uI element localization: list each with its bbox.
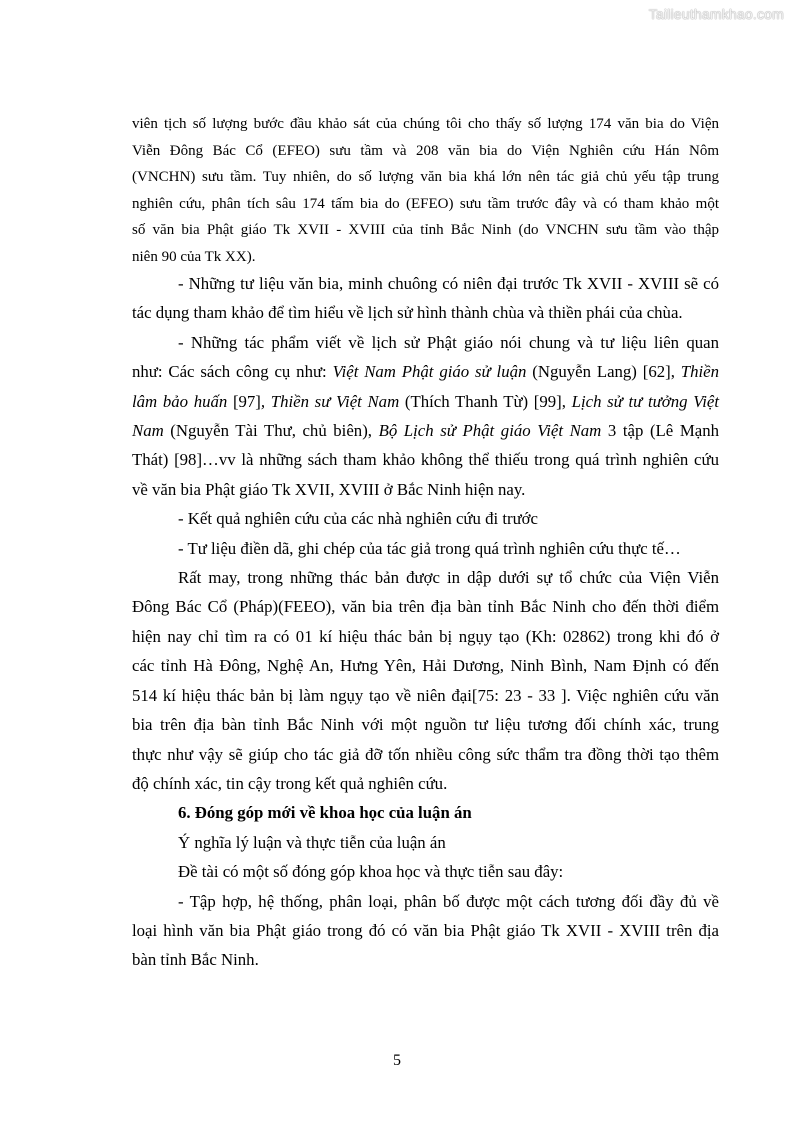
text-line: lâm bảo huấn [97], Thiền sư Việt Nam (Thích Thanh Từ) [99], Lịch sử tư tưởng Việt xyxy=(132,391,719,411)
book-title: , Thiền sư Việt Nam xyxy=(260,391,400,411)
text-line: bia trên địa bàn tỉnh Bắc Ninh với một nguồn tư liệu tương đối chính xác, trung xyxy=(132,715,719,735)
paragraph-inscription-count xyxy=(132,111,719,271)
text-line: thực như vậy sẽ giúp cho tác giả đỡ tốn nhiều công sức thẩm tra đồng thời tạo thêm xyxy=(132,744,719,764)
subheading: Ý nghĩa lý luận và thực tiễn của luận án xyxy=(178,832,446,852)
text-line: - Những tư liệu văn bia, minh chuông có niên đại trước Tk XVII - XVIII sẽ có xyxy=(178,274,719,293)
text-line: loại hình văn bia Phật giáo trong đó có văn bia Phật giáo Tk XVII - XVIII trên địa xyxy=(132,920,719,940)
text-line: (VNCHN) sưu tầm. Tuy nhiên, do số lượng văn bia khá lớn nên tác giả chủ yếu tập trung xyxy=(132,169,719,186)
list-item: - Kết quả nghiên cứu của các nhà nghiên cứu đi trước xyxy=(178,509,538,529)
book-title: Việt Nam Phật giáo sử luận xyxy=(332,362,527,382)
text-line: Viễn Đông Bác Cổ (EFEO) sưu tầm và 208 văn bia do Viện Nghiên cứu Hán Nôm xyxy=(132,142,719,159)
text-line: tác dụng tham khảo để tìm hiểu về lịch sử hình thành chùa và thiền phái của chùa. xyxy=(132,303,683,323)
text-line: niên 90 của Tk XX). xyxy=(132,248,256,265)
book-title: Thiền xyxy=(680,362,719,382)
text-line: bàn tỉnh Bắc Ninh. xyxy=(132,950,259,970)
book-title: Lịch sử tư tưởng Việt xyxy=(571,391,719,411)
text-line: - Những tác phẩm viết về lịch sử Phật giáo nói chung và tư liệu liên quan xyxy=(178,332,719,352)
section-heading: 6. Đóng góp mới về khoa học của luận án xyxy=(178,803,472,823)
book-title: lâm bảo huấn xyxy=(132,391,228,411)
text-line: viên tịch số lượng bước đầu khảo sát của chúng tôi cho thấy số lượng 174 văn bia do Viện xyxy=(132,116,719,132)
text-line: Nam (Nguyễn Tài Thư, chủ biên), Bộ Lịch sử Phật giáo Việt Nam 3 tập (Lê Mạnh xyxy=(132,421,719,441)
text-line: 514 kí hiệu thác bản bị làm ngụy tạo về niên đại[75: 23 - 33 ]. Việc nghiên cứu văn xyxy=(132,685,719,705)
watermark-text: Tailieuthamkhao.com xyxy=(648,6,784,22)
page-number: 5 xyxy=(393,1052,401,1069)
text-line: về văn bia Phật giáo Tk XVII, XVIII ở Bắc Ninh hiện nay. xyxy=(132,479,526,499)
text-line: hiện nay chỉ tìm ra có 01 kí hiệu thác bản bị ngụy tạo (Kh: 02862) trong khi đó ở xyxy=(132,626,719,646)
text-line: - Tập hợp, hệ thống, phân loại, phân bố được một cách tương đối đầy đủ về xyxy=(178,891,719,911)
body-text xyxy=(132,269,719,975)
text-line: Thát) [98]…vv là những sách tham khảo không thể thiếu trong quá trình nghiên cứu xyxy=(132,450,719,470)
book-title: Nam xyxy=(132,421,164,441)
text-line: Đông Bác Cổ (Pháp)(FEEO), văn bia trên địa bàn tỉnh Bắc Ninh cho đến thời điểm xyxy=(132,597,719,617)
text-line: nghiên cứu, phân tích sâu 174 tấm bia do (EFEO) sưu tầm trước đây và có tham khảo một xyxy=(132,195,719,212)
text-line: như: Các sách công cụ như: Việt Nam Phật giáo sử luận (Nguyễn Lang) [62], Thiền xyxy=(132,362,719,382)
book-title: Bộ Lịch sử Phật giáo Việt Nam xyxy=(378,421,602,441)
text-line: độ chính xác, tin cậy trong kết quả nghiên cứu. xyxy=(132,773,448,793)
text-line: Đề tài có một số đóng góp khoa học và thực tiễn sau đây: xyxy=(178,862,564,882)
text-line: số văn bia Phật giáo Tk XVII - XVIII của tỉnh Bắc Ninh (do VNCHN sưu tầm vào thập xyxy=(132,222,719,239)
list-item: - Tư liệu điền dã, ghi chép của tác giả trong quá trình nghiên cứu thực tế… xyxy=(178,538,681,558)
text-line: các tỉnh Hà Đông, Nghệ An, Hưng Yên, Hải Dương, Ninh Bình, Nam Định có đến xyxy=(132,656,719,676)
text-line: Rất may, trong những thác bản được in dập dưới sự tổ chức của Viện Viễn xyxy=(178,568,719,588)
